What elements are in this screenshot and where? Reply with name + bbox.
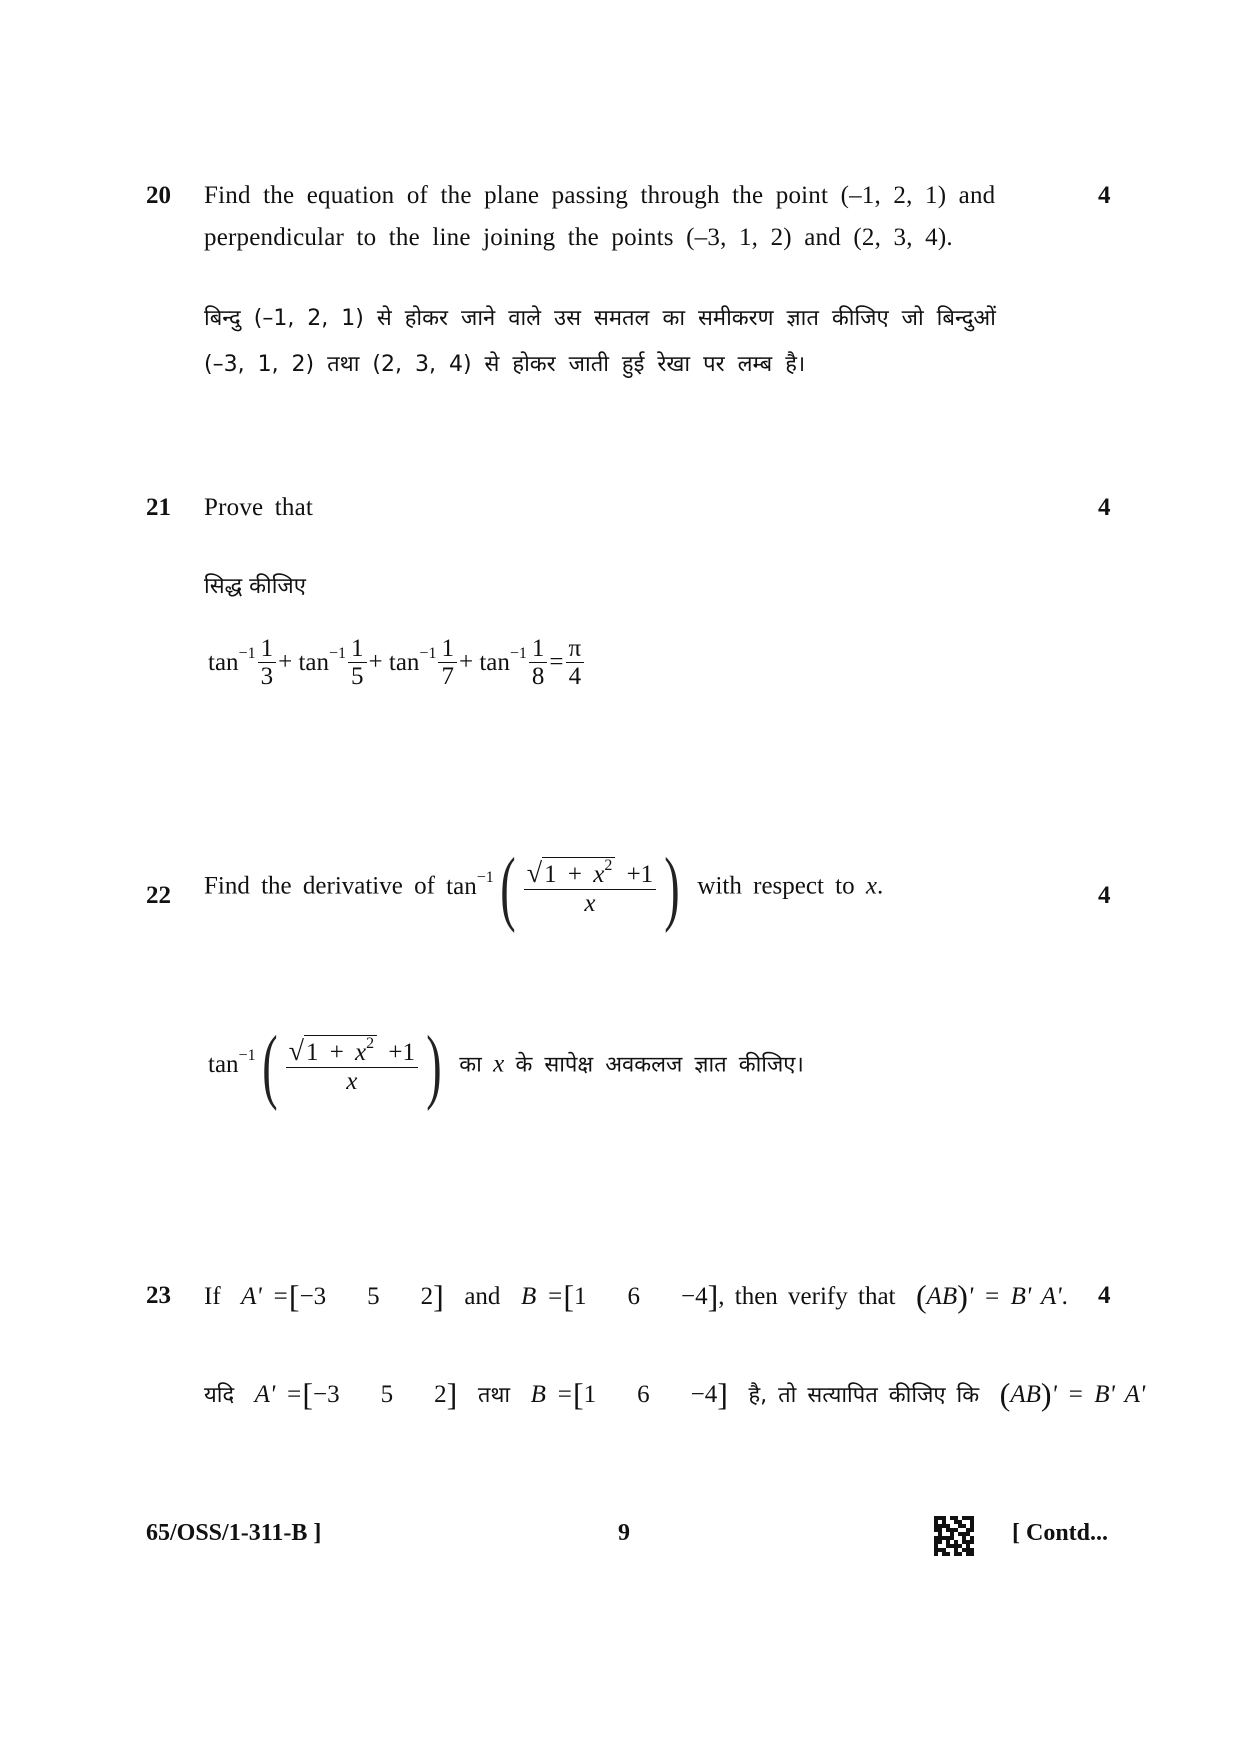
question-20-en-line1: Find the equation of the plane passing through the point (–1, 2, 1) and bbox=[204, 182, 996, 209]
question-22-expression: $\tan^{-1}$( $\frac{√1 + x^2 +1}{x}$ ) bbox=[446, 841, 680, 934]
tan-term-2: $\tan^{-1}$ bbox=[298, 644, 347, 676]
question-20-hi-line2: (–3, 1, 2) तथा (2, 3, 4) से होकर जाती हुई रेखा पर लम्ब है। bbox=[204, 352, 806, 377]
question-20-marks: 4 bbox=[1098, 182, 1111, 209]
question-22-marks: 4 bbox=[1098, 882, 1111, 909]
fraction-1-3: $\frac{1}{3}$ bbox=[258, 636, 277, 692]
tan-term-3: $\tan^{-1}$ bbox=[388, 644, 437, 676]
question-22-en: Find the derivative of $\tan^{-1}$( $\frac{√1 + x^2 +1}{x}$ ) with respect to x. bbox=[204, 841, 884, 934]
question-22-suffix: with respect to bbox=[697, 872, 855, 900]
question-22-number: 22 bbox=[146, 882, 171, 909]
question-23-marks: 4 bbox=[1098, 1282, 1111, 1309]
page-number: 9 bbox=[618, 1520, 630, 1546]
question-22-prefix: Find the derivative of bbox=[204, 872, 435, 900]
question-20-number: 20 bbox=[146, 182, 171, 209]
question-21-hi: सिद्ध कीजिए bbox=[204, 574, 306, 599]
question-21-en: Prove that bbox=[204, 494, 314, 521]
question-21-equation: $\tan^{-1}$ $\frac{1}{3}$ + $\tan^{-1}$ $\frac{1}{5}$ + $\tan^{-1}$ $\frac{1}{7}$ + $\tan^{-1}$ $\frac{1}{8}$ = $\frac{\pi}{4}$ bbox=[208, 636, 586, 692]
fraction-pi-4: $\frac{\pi}{4}$ bbox=[566, 636, 585, 692]
qr-code-icon bbox=[934, 1516, 974, 1556]
question-23-hi: यदि A' =[−3 5 2] तथा B =[1 6 −4] है, तो सत्यापित कीजिए कि (AB)' = B' A' bbox=[204, 1376, 1146, 1412]
question-21-marks: 4 bbox=[1098, 494, 1111, 521]
question-23-number: 23 bbox=[146, 1282, 171, 1309]
question-23-en: If A' =[−3 5 2] and B =[1 6 −4], then verify that (AB)' = B' A'. bbox=[204, 1278, 1068, 1314]
question-20-en-line2: perpendicular to the line joining the points (–3, 1, 2) and (2, 3, 4). bbox=[204, 224, 953, 251]
fraction-1-7: $\frac{1}{7}$ bbox=[438, 636, 457, 692]
continued-label: [ Contd... bbox=[1012, 1520, 1109, 1546]
question-20-hi-line1: बिन्दु (–1, 2, 1) से होकर जाने वाले उस समतल का समीकरण ज्ञात कीजिए जो बिन्दुओं bbox=[204, 306, 996, 331]
fraction-1-8: $\frac{1}{8}$ bbox=[529, 636, 548, 692]
fraction-1-5: $\frac{1}{5}$ bbox=[348, 636, 367, 692]
paper-code: 65/OSS/1-311-B ] bbox=[146, 1520, 322, 1546]
tan-term-1: $\tan^{-1}$ bbox=[208, 644, 256, 676]
question-22-hi: $\tan^{-1}$( $\frac{√1 + x^2 +1}{x}$ ) का x के सापेक्ष अवकलज ज्ञात कीजिए। bbox=[208, 1019, 804, 1112]
question-21-number: 21 bbox=[146, 494, 171, 521]
tan-term-4: $\tan^{-1}$ bbox=[479, 644, 527, 676]
question-22-hi-expression: $\tan^{-1}$( $\frac{√1 + x^2 +1}{x}$ ) bbox=[208, 1019, 442, 1112]
